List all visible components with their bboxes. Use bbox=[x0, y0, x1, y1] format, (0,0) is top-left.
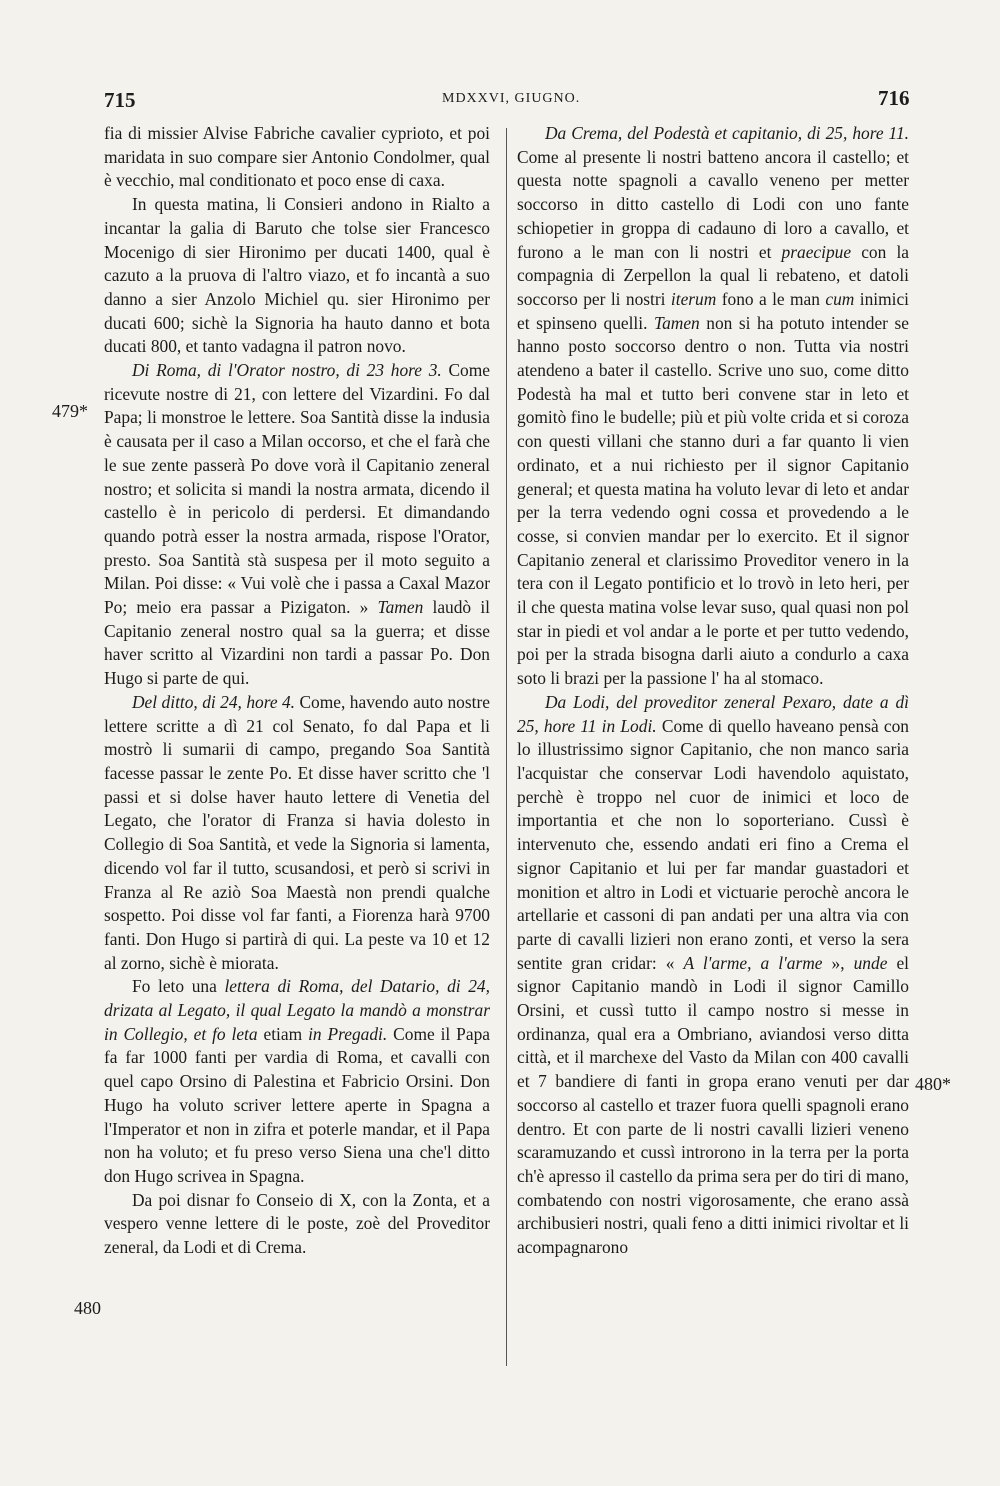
column-divider bbox=[506, 128, 507, 1366]
letter-heading: lettera di Roma, del Datario, di 24, drizata al Legato, il qual Legato la mandò a monstrar in Collegio, et fo leta bbox=[104, 976, 490, 1044]
right-column bbox=[517, 122, 909, 1260]
letter-heading: Del ditto, di 24, hore 4. bbox=[132, 691, 296, 712]
paragraph: Del ditto, di 24, hore 4. Come, havendo auto nostre lettere scritte a dì 21 col Senato, fo dal Papa et li mostrò li sumarii di campo, pregando Soa Santità facesse passar le zente Po. Et disse haver scritto che 'l passi et si dolse haver hauto lettere di Venetia del Legato, che l'orator di Franza si havia dolesto in Collegio di Soa Santità, et vede la Signoria si lamenta, dicendo vol far il tutto, scusandosi, et però si scrivi in Franza al Re aziò Soa Maestà non prendi qualche sospetto. Poi disse vol far fanti, a Fiorenza harà 9700 fanti. Don Hugo si partirà di qui. La peste va 10 et 12 al zorno, sichè è miorata. bbox=[104, 691, 490, 973]
letter-heading: Da Crema, del Podestà et capitanio, di 25, hore 11. bbox=[545, 123, 909, 143]
paragraph: Da Lodi, del proveditor zeneral Pexaro, date a dì 25, hore 11 in Lodi. Come di quello haveano pensà con lo illustrissimo signor Capitanio, che non manco saria l'acquistar che conservar Lodi havendolo aquistato, perchè è troppo nel cuor de inimici et loco de importantia et che non lo soporteriano. Cussì è intervenuto che, essendo andati eri fino a Crema el signor Capitanio et lui per far mandar guastadori et monition et altro in Lodi et victuarie perochè ancora le artellarie et cassoni di pan andati per una altra via con parte di cavalli lizieri non erano zonti, et verso la sera sentite gran cridar: « A l'arme, a l'arme », unde el signor Capitanio mandò in Lodi il signor Camillo Orsini, et cussì tutto il campo nostro si messe in ordinanza, qual era a Ombriano, aviandosi verso ditta città, et il marchexe del Vasto da Milan con 400 cavalli et 7 bandiere di fanti in gropa erano venuti per dar soccorso al castello et trazer fuora quelli spagnoli erano dentro. Et con parte de li nostri cavalli lizieri veneno scaramuzando et cussì introrono in la terra per la porta ch'è apresso il castello da prima sera per do tiri di mano, combatendo con nostri vigorosamente, che erano assà archibusieri nostri, quali feno a ditti inimici rivoltar et li acompagnarono bbox=[517, 691, 910, 1258]
letter-heading: Da Lodi, del proveditor zeneral Pexaro, date a dì 25, hore 11 in Lodi. bbox=[517, 691, 909, 736]
margin-note-480-left: 480 bbox=[74, 1298, 101, 1318]
left-column bbox=[104, 122, 490, 1260]
paragraph: fia di missier Alvise Fabriche cavalier cyprioto, et poi maridata in suo compare sier Antonio Condolmer, qual è vecchio, mal conditionato et poco ense di caxa. bbox=[104, 123, 490, 191]
paragraph: Da poi disnar fo Conseio di X, con la Zonta, et a vespero venne lettere di le poste, zoè del Proveditor zeneral, da Lodi et di Crema. bbox=[104, 1189, 490, 1258]
letter-heading: Di Roma, di l'Orator nostro, di 23 hore 3. bbox=[132, 360, 442, 381]
paragraph: In questa matina, li Consieri andono in Rialto a incantar la galia di Baruto che tolse sier Francesco Mocenigo di sier Hironimo per ducati 1400, qual è cazuto a la pruova di l'altro viazo, et fo incantà a suo danno a sier Anzolo Michiel qu. sier Hironimo per ducati 600; sichè la Signoria ha hauto danno et bota ducati 800, et tanto vadagna il patron novo. bbox=[104, 194, 490, 357]
running-head: MDXXVI, GIUGNO. bbox=[442, 91, 581, 106]
margin-note-480-right: 480* bbox=[915, 1074, 951, 1094]
paragraph: Di Roma, di l'Orator nostro, di 23 hore 3. Come ricevute nostre di 21, con lettere del Vizardini. Fo dal Papa; li monstroe le lettere. Soa Santità disse la indusia è causata per il caso a Milan occorso, et che el farà che le sue zente passerà Po dove vorà il Capitanio zeneral nostro; et solicita si mandi la nostra armata, dicendo il castello è in pericolo di perdersi. Et dimandando quando potrà esser la nostra armada, rispose l'Orator, presto. Soa Santità stà suspesa per il moto seguito a Milan. Poi disse: « Vui volè che i passa a Caxal Mazor Po; meio era passar a Pizigaton. » Tamen laudò il Capitanio zeneral nostro qual sa la guerra; et disse haver scritto al Vizardini non tardi a passar Po. Don Hugo si parte de qui. bbox=[104, 360, 491, 689]
page-number-right: 716 bbox=[878, 86, 910, 110]
paragraph: Fo leto una lettera di Roma, del Datario, di 24, drizata al Legato, il qual Legato la mandò a monstrar in Collegio, et fo leta etiam in Pregadi. Come il Papa fa far 1000 fanti per vardia di Roma, et cavalli con quel capo Orsino di Palestina et Fabricio Orsini. Don Hugo ha voluto scriver lettere aperte in Spagna a l'Imperator et non in zifra et poterle mandar, et il Papa non ha voluto; et fu preso verso Siena una che'l ditto don Hugo scrivea in Spagna. bbox=[104, 976, 490, 1186]
page-number-left: 715 bbox=[104, 88, 136, 112]
margin-note-479: 479* bbox=[52, 401, 88, 421]
paragraph: Da Crema, del Podestà et capitanio, di 25, hore 11. Come al presente li nostri batteno ancora il castello; et questa notte spagnoli a cavallo veneno per metter soccorso in ditto castello di Lodi con uno fante schiopetier in groppa di cadauno di loro a cavallo, et furono a le man con li nostri et praecipue con la compagnia di Zerpellon la qual li rebateno, et datoli soccorso per li nostri iterum fono a le man cum inimici et spinseno quelli. Tamen non si ha potuto intender se hanno posto soccorso dentro o non. Tutta via nostri atendeno a bater il castello. Scrive uno suo, come ditto Podestà ha mal et tutto beri convene star in leto et gomitò fino le budelle; più et più volte crida et si coroza con questi villani che stanno duri a far quanto li vien ordinato, et a nui richiesto per il signor Capitanio general; et questa matina ha voluto levar di leto et andar per la terra vedendo ogni cossa et provedendo a le cosse, si convien mandar per lo exercito. Et il signor Capitanio zeneral et clarissimo Proveditor venero in la tera con il Legato pontificio et lo trovò in leto heri, per il che questa matina volse levar suso, qual quasi non pol star in piedi et vol andar a le porte et per tutto vedendo, poi per la strada bisogna darli aiuto a condurlo a caxa soto li brazi per la passione l' ha al stomaco. bbox=[517, 123, 910, 689]
page-header bbox=[0, 80, 1000, 120]
